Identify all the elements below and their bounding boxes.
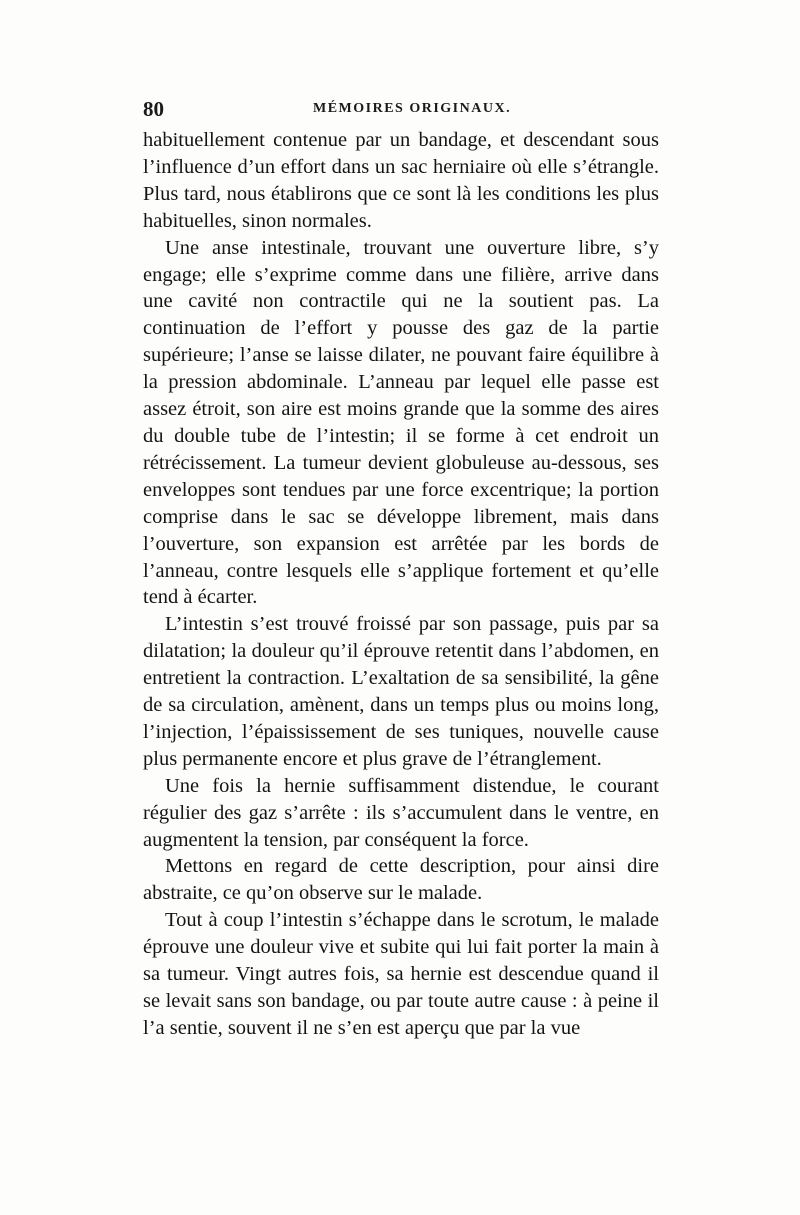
paragraph: Une anse intestinale, trouvant une ouverture libre, s’y engage; elle s’exprime comme dans une filière, arrive dans une cavité non contractile qui ne la soutient pas. La continuation de l’effort y pousse des gaz de la partie supérieure; l’anse se laisse dilater, ne pouvant faire équilibre à la pression abdominale. L’anneau par lequel elle passe est assez étroit, son aire est moins grande que la somme des aires du double tube de l’intestin; il se forme à cet endroit un rétrécissement. La tumeur devient globuleuse au-dessous, ses enveloppes sont tendues par une force excentrique; la portion comprise dans le sac se développe librement, mais dans l’ouverture, son expansion est arrêtée par les bords de l’anneau, contre lesquels elle s’applique fortement et qu’elle tend à écarter. <box>143 236 659 609</box>
page-header <box>143 97 658 127</box>
paragraph: Tout à coup l’intestin s’échappe dans le scrotum, le malade éprouve une douleur vive et subite qui lui fait porter la main à sa tumeur. Vingt autres fois, sa hernie est descendue quand il se levait sans son bandage, ou par toute autre cause : à peine il l’a sentie, souvent il ne s’en est aperçu que par la vue <box>143 909 659 1039</box>
paragraph: L’intestin s’est trouvé froissé par son passage, puis par sa dilatation; la douleur qu’il éprouve retentit dans l’abdomen, en entretient la contraction. L’exaltation de sa sensibilité, la gêne de sa circulation, amènent, dans un temps plus ou moins long, l’injection, l’épaississement de ses tuniques, nouvelle cause plus permanente encore et plus grave de l’étranglement. <box>143 613 659 770</box>
paragraph: Mettons en regard de cette description, pour ainsi dire abstraite, ce qu’on observe sur le malade. <box>143 855 659 905</box>
body-text <box>143 127 659 1042</box>
page-number: 80 <box>143 97 164 121</box>
paragraph: Une fois la hernie suffisamment distendue, le courant régulier des gaz s’arrête : ils s’accumulent dans le ventre, en augmentent la tension, par conséquent la force. <box>143 774 659 851</box>
paragraph: habituellement contenue par un bandage, et descendant sous l’influence d’un effort dans un sac herniaire où elle s’étrangle. Plus tard, nous établirons que ce sont là les conditions les plus habituelles, sinon normales. <box>143 129 659 232</box>
running-head: MÉMOIRES ORIGINAUX. <box>313 101 512 116</box>
